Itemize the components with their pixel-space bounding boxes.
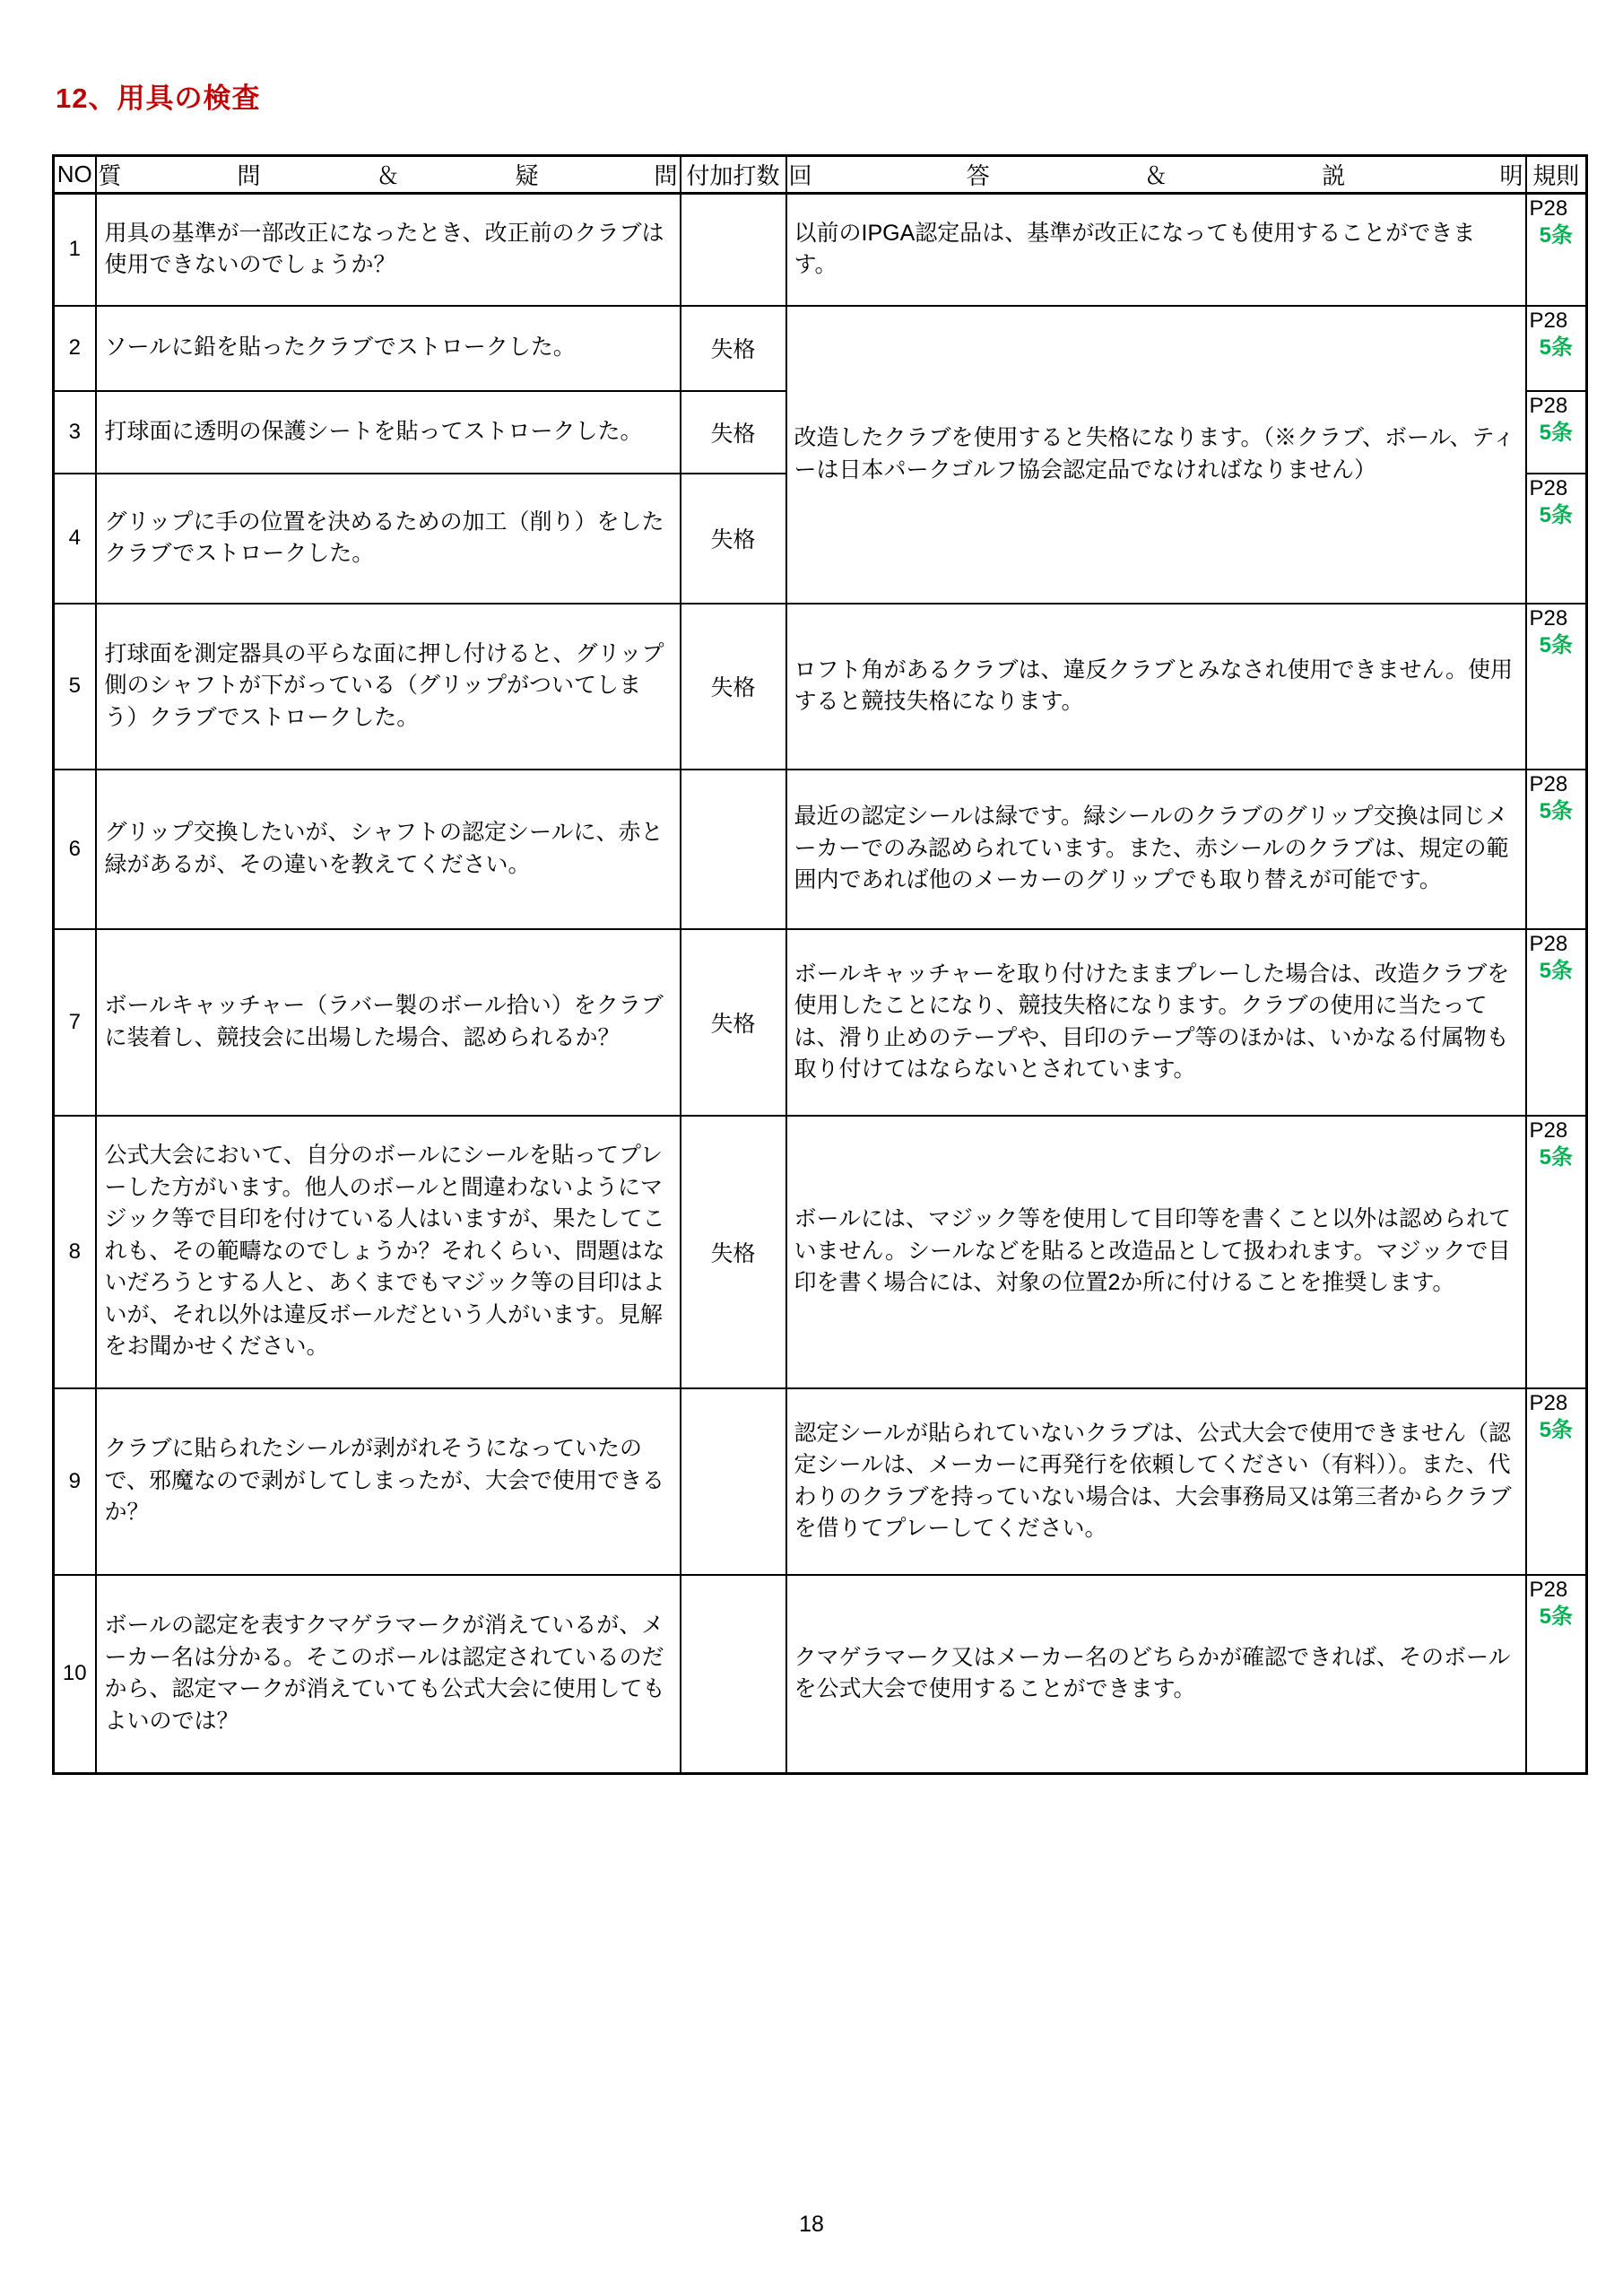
- rule-cell: [1526, 929, 1587, 1116]
- table-row: [54, 306, 1587, 391]
- row-number-cell: 1: [54, 194, 96, 306]
- table-row: [54, 1116, 1587, 1388]
- row-number-cell: 9: [54, 1388, 96, 1575]
- question-cell: 打球面を測定器具の平らな面に押し付けると、グリップ側のシャフトが下がっている（グリップがついてしまう）クラブでストロークした。: [96, 604, 681, 770]
- penalty-cell: 失格: [681, 604, 786, 770]
- rule-article: 5条: [1539, 1144, 1573, 1170]
- rule-page: P28: [1529, 771, 1568, 796]
- answer-cell: 以前のIPGA認定品は、基準が改正になっても使用することができます。: [786, 194, 1526, 306]
- row-number-cell: 10: [54, 1575, 96, 1774]
- page-number: 18: [799, 2212, 824, 2237]
- rule-article: 5条: [1539, 958, 1573, 983]
- answer-cell: 最近の認定シールは緑です。緑シールのクラブのグリップ交換は同じメーカーでのみ認められています。また、赤シールのクラブは、規定の範囲内であれば他のメーカーのグリップでも取り替えが可能です。: [786, 770, 1526, 929]
- question-cell: グリップに手の位置を決めるための加工（削り）をしたクラブでストロークした。: [96, 474, 681, 604]
- table-row: [54, 1575, 1587, 1774]
- answer-cell: ボールキャッチャーを取り付けたままプレーした場合は、改造クラブを使用したことになり、競技失格になります。クラブの使用に当たっては、滑り止めのテープや、目印のテープ等のほかは、いかなる付属物も取り付けてはならないとされています。: [786, 929, 1526, 1116]
- question-cell: 公式大会において、自分のボールにシールを貼ってプレーした方がいます。他人のボールと間違わないようにマジック等で目印を付けている人はいますが、果たしてこれも、その範疇なのでしょうか？それくらい、問題はないだろうとする人と、あくまでもマジック等の目印はよいが、それ以外は違反ボールだという人がいます。見解をお聞かせください。: [96, 1116, 681, 1388]
- rule-cell: [1526, 604, 1587, 770]
- penalty-cell: 失格: [681, 929, 786, 1116]
- question-cell: 打球面に透明の保護シートを貼ってストロークした。: [96, 391, 681, 474]
- rule-page: P28: [1529, 196, 1568, 221]
- penalty-cell: 失格: [681, 1116, 786, 1388]
- rule-article: 5条: [1539, 1604, 1573, 1629]
- answer-cell: ボールには、マジック等を使用して目印等を書くこと以外は認められていません。シールなどを貼ると改造品として扱われます。マジックで目印を書く場合には、対象の位置2か所に付けることを推奨します。: [786, 1116, 1526, 1388]
- col-header-answer: 回答＆説明: [786, 156, 1526, 194]
- question-cell: ボールの認定を表すクマゲラマークが消えているが、メーカー名は分かる。そこのボールは認定されているのだから、認定マークが消えていても公式大会に使用してもよいのでは？: [96, 1575, 681, 1774]
- penalty-cell: 失格: [681, 306, 786, 391]
- rule-cell: [1526, 770, 1587, 929]
- section-title: 12、用具の検査: [56, 83, 261, 114]
- rule-page: P28: [1529, 1118, 1568, 1143]
- penalty-cell: [681, 1575, 786, 1774]
- rule-article: 5条: [1539, 502, 1573, 527]
- table-row: [54, 770, 1587, 929]
- qa-table: [52, 154, 1588, 1775]
- question-cell: ソールに鉛を貼ったクラブでストロークした。: [96, 306, 681, 391]
- rule-page: P28: [1529, 393, 1568, 418]
- rule-cell: [1526, 1116, 1587, 1388]
- rule-page: P28: [1529, 1577, 1568, 1602]
- question-cell: クラブに貼られたシールが剥がれそうになっていたので、邪魔なので剥がしてしまったが、大会で使用できるか？: [96, 1388, 681, 1575]
- answer-cell-merged: 改造したクラブを使用すると失格になります。（※クラブ、ボール、ティーは日本パークゴルフ協会認定品でなければなりません）: [786, 306, 1526, 604]
- row-number-cell: 6: [54, 770, 96, 929]
- rule-cell: [1526, 474, 1587, 604]
- question-cell: 用具の基準が一部改正になったとき、改正前のクラブは使用できないのでしょうか？: [96, 194, 681, 306]
- rule-cell: [1526, 194, 1587, 306]
- answer-cell: クマゲラマーク又はメーカー名のどちらかが確認できれば、そのボールを公式大会で使用することができます。: [786, 1575, 1526, 1774]
- row-number-cell: 5: [54, 604, 96, 770]
- rule-article: 5条: [1539, 223, 1573, 248]
- col-header-question: 質問＆疑問: [96, 156, 681, 194]
- header-row: [54, 156, 1587, 194]
- row-number-cell: 3: [54, 391, 96, 474]
- penalty-cell: 失格: [681, 391, 786, 474]
- table-row: [54, 194, 1587, 306]
- rule-page: P28: [1529, 605, 1568, 631]
- row-number-cell: 8: [54, 1116, 96, 1388]
- question-cell: グリップ交換したいが、シャフトの認定シールに、赤と緑があるが、その違いを教えてください。: [96, 770, 681, 929]
- rule-article: 5条: [1539, 420, 1573, 445]
- rule-article: 5条: [1539, 798, 1573, 823]
- answer-cell: 認定シールが貼られていないクラブは、公式大会で使用できません（認定シールは、メーカーに再発行を依頼してください（有料））。また、代わりのクラブを持っていない場合は、大会事務局又は第三者からクラブを借りてプレーしてください。: [786, 1388, 1526, 1575]
- row-number-cell: 4: [54, 474, 96, 604]
- rule-article: 5条: [1539, 1417, 1573, 1442]
- rule-cell: [1526, 306, 1587, 391]
- answer-cell: ロフト角があるクラブは、違反クラブとみなされ使用できません。使用すると競技失格になります。: [786, 604, 1526, 770]
- rule-cell: [1526, 1575, 1587, 1774]
- rule-cell: [1526, 1388, 1587, 1575]
- penalty-cell: [681, 1388, 786, 1575]
- rule-article: 5条: [1539, 335, 1573, 360]
- table-row: [54, 1388, 1587, 1575]
- rule-page: P28: [1529, 931, 1568, 956]
- table-row: [54, 604, 1587, 770]
- rule-page: P28: [1529, 1390, 1568, 1415]
- penalty-cell: 失格: [681, 474, 786, 604]
- rule-article: 5条: [1539, 632, 1573, 657]
- penalty-cell: [681, 770, 786, 929]
- rule-cell: [1526, 391, 1587, 474]
- penalty-cell: [681, 194, 786, 306]
- rule-page: P28: [1529, 475, 1568, 500]
- col-header-penalty: 付加打数: [681, 156, 786, 194]
- row-number-cell: 7: [54, 929, 96, 1116]
- rule-page: P28: [1529, 308, 1568, 333]
- table-row: [54, 929, 1587, 1116]
- row-number-cell: 2: [54, 306, 96, 391]
- question-cell: ボールキャッチャー（ラバー製のボール拾い）をクラブに装着し、競技会に出場した場合、認められるか？: [96, 929, 681, 1116]
- col-header-no: NO: [54, 156, 96, 194]
- col-header-rule: 規則: [1526, 156, 1587, 194]
